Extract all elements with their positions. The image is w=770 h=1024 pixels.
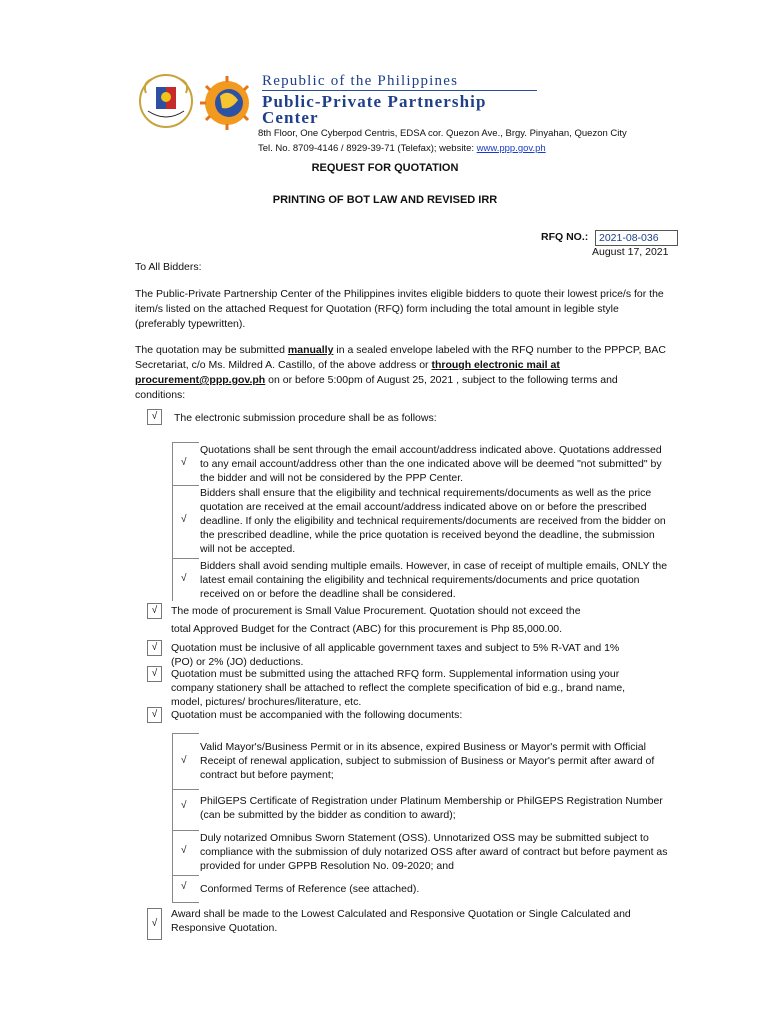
submission-paragraph <box>135 343 670 403</box>
org-line-republic: Republic of the Philippines <box>262 73 459 89</box>
document-subtitle: PRINTING OF BOT LAW AND REVISED IRR <box>272 194 498 206</box>
document-item-4: Conformed Terms of Reference (see attached). <box>200 883 420 895</box>
email-address[interactable]: procurement@ppp.gov.ph <box>135 374 266 386</box>
website-link[interactable]: www.ppp.gov.ph <box>476 143 546 154</box>
org-line-ppp: Public-Private Partnership <box>262 92 487 111</box>
document-item-3: Duly notarized Omnibus Sworn Statement (OSS). Unnotarized OSS may be submitted subject to compliance with the submission of duly notarized OSS after award of contract but before payment as provided for under GPPB Resolution No. 09-2020; and <box>200 832 668 872</box>
check-mark-icon: √ <box>147 409 162 425</box>
check-mark-icon: √ <box>147 666 162 682</box>
check-mark-icon: √ <box>147 908 162 940</box>
check-mark-icon: √ <box>147 707 162 723</box>
electronic-item-3: Bidders shall avoid sending multiple emails. However, in case of receipt of multiple emails, ONLY the latest email containing the eligibility and technical requirements/documents and price quotation received on or before the deadline shall be considered. <box>200 560 668 600</box>
header-rule <box>262 90 537 91</box>
manually-text: manually <box>287 344 334 356</box>
tel-text: Tel. No. 8709-4146 / 8929-39-71 (Telefax); website: <box>258 143 477 154</box>
electronic-text: through electronic mail at <box>431 359 560 371</box>
term-form: Quotation must be submitted using the attached RFQ form. Supplemental information using your company stationery shall be attached to reflect the complete specification of bid e.g., brand name, model, pictures/ brochures/literature, etc. <box>171 668 626 708</box>
electronic-heading: The electronic submission procedure shall be as follows: <box>174 412 437 424</box>
submission-text-2: in a sealed envelope labeled with the RFQ number to the PPPCP, BAC Secretariat, c/o Ms. Mildred A. Castillo, of the above address or <box>135 344 666 371</box>
term-documents: Quotation must be accompanied with the following documents: <box>171 709 463 721</box>
electronic-item-2: Bidders shall ensure that the eligibility and technical requirements/documents as well as the price quotation are received at the email account/address indicated above on or before the prescribed deadline. If only the eligibility and technical requirements/documents are received from the bidder on the prescribed deadline, while the price quotation is received beyond the deadline, the submission will not be accepted. <box>200 487 666 555</box>
org-address: 8th Floor, One Cyberpod Centris, EDSA cor. Quezon Ave., Brgy. Pinyahan, Quezon City <box>258 128 627 139</box>
rfq-number: 2021-08-036 <box>595 230 678 246</box>
document-item-2: PhilGEPS Certificate of Registration under Platinum Membership or PhilGEPS Registration Number (can be submitted by the bidder as condition to award); <box>200 795 663 821</box>
org-line-center: Center <box>262 108 319 127</box>
check-mark-icon: √ <box>181 573 187 584</box>
check-mark-icon: √ <box>181 800 187 811</box>
check-mark-icon: √ <box>181 881 187 892</box>
award-text: Award shall be made to the Lowest Calculated and Responsive Quotation or Single Calculated and Responsive Quotation. <box>171 908 631 934</box>
salutation: To All Bidders: <box>135 261 202 273</box>
check-mark-icon: √ <box>147 603 162 619</box>
check-mark-icon: √ <box>181 514 187 525</box>
check-mark-icon: √ <box>181 755 187 766</box>
term-mode-line2: total Approved Budget for the Contract (ABC) for this procurement is Php 85,000.00. <box>171 623 563 635</box>
submission-text-3: on or before 5:00pm of August 25, 2021 , subject to the following terms and conditions: <box>135 374 618 401</box>
rfq-date: August 17, 2021 <box>592 246 669 258</box>
rfq-label: RFQ NO.: <box>541 231 589 243</box>
check-mark-icon: √ <box>181 845 187 856</box>
org-contact <box>258 143 546 154</box>
submission-text-1: The quotation may be submitted <box>135 344 288 356</box>
check-mark-icon: √ <box>181 457 187 468</box>
term-mode-line1: The mode of procurement is Small Value Procurement. Quotation should not exceed the <box>171 605 581 617</box>
document-title: REQUEST FOR QUOTATION <box>311 162 459 174</box>
intro-paragraph: The Public-Private Partnership Center of the Philippines invites eligible bidders to quote their lowest price/s for the item/s listed on the attached Request for Quotation (RFQ) form including the total amount in legible style (preferably typewritten). <box>135 288 664 330</box>
ppp-center-logo <box>198 74 256 132</box>
electronic-item-1: Quotations shall be sent through the email account/address indicated above. Quotations addressed to any email account/address other than the one indicated above will be deemed "not submitted" by the bidder and will not be considered by the PPP Center. <box>200 444 662 484</box>
check-mark-icon: √ <box>147 640 162 656</box>
term-taxes: Quotation must be inclusive of all applicable government taxes and subject to 5% R-VAT and 1% (PO) or 2% (JO) deductions. <box>171 642 620 668</box>
philippine-seal-logo <box>138 73 194 129</box>
document-item-1: Valid Mayor's/Business Permit or in its absence, expired Business or Mayor's permit with Official Receipt of renewal application, subject to submission of Business or Mayor's permit after award of contract but before payment; <box>200 741 655 781</box>
